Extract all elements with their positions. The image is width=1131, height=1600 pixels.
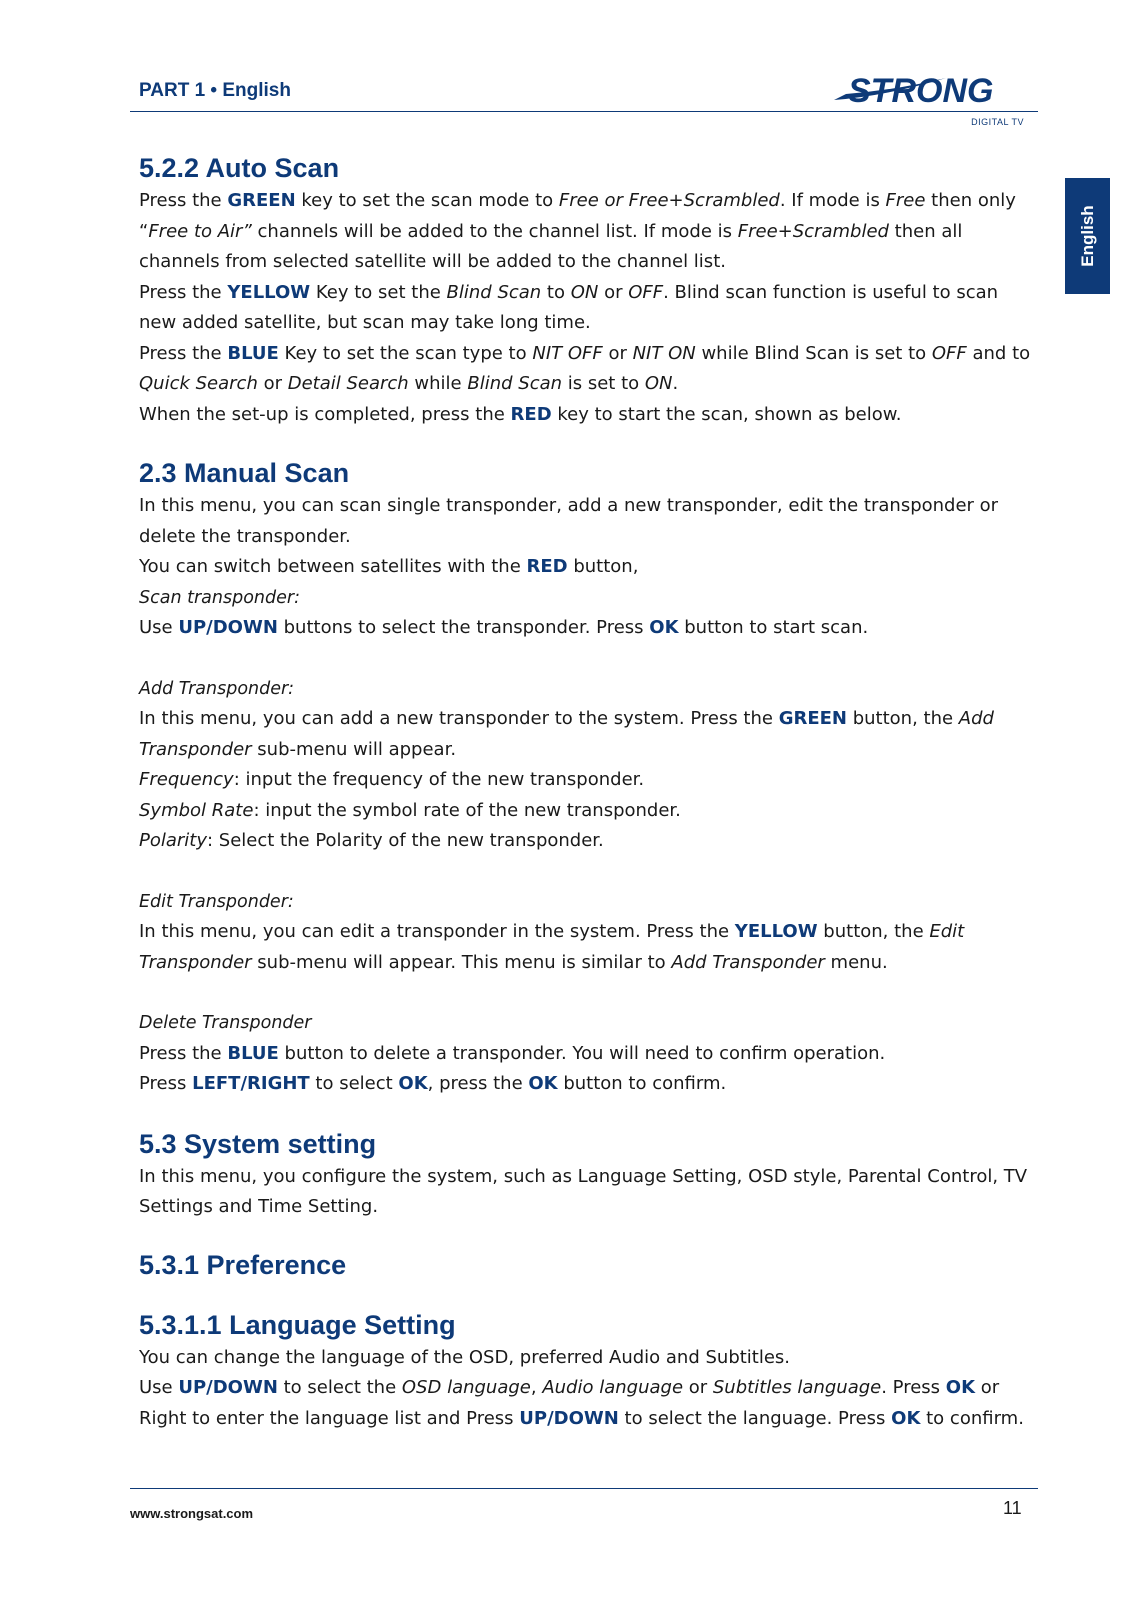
text-segment: , (530, 1377, 543, 1398)
text-segment: sub-menu will appear. (251, 738, 457, 760)
text-segment: Use (139, 1377, 179, 1398)
text-segment: Press the (139, 342, 228, 364)
frequency-line (139, 765, 1035, 796)
text-segment: You can switch between satellites with the (139, 556, 527, 577)
text-segment: button, the (817, 921, 930, 942)
page-number: 11 (1003, 1498, 1022, 1518)
text-segment: to (541, 281, 571, 303)
text-segment: button to confirm. (557, 1073, 727, 1094)
logo-text: STRONG (848, 72, 994, 110)
text-segment: In this menu, you can add a new transponder to the system. Press the (139, 708, 779, 729)
text-segment: or (683, 1377, 713, 1398)
italic-term: NIT ON (632, 342, 696, 364)
text-segment: sub-menu will appear. This menu is similar to (251, 951, 672, 973)
system-setting-p1: In this menu, you configure the system, such as Language Setting, OSD style, Parental Control, TV Settings and Time Setting. (139, 1165, 1028, 1217)
key-name: UP/DOWN (178, 617, 278, 638)
italic-term: ON (644, 373, 673, 394)
side-tab-label: English (1077, 205, 1097, 267)
key-name: YELLOW (734, 921, 818, 942)
text-segment: channels will be added to the channel list. If mode is (251, 220, 738, 242)
key-name: OK (891, 1407, 921, 1429)
italic-term: Symbol Rate (139, 799, 254, 821)
language-setting-p1: You can change the language of the OSD, preferred Audio and Subtitles. (139, 1346, 791, 1368)
text-segment: : input the frequency of the new transponder. (233, 769, 645, 790)
italic-term: Detail Search (287, 373, 409, 394)
header-divider (130, 111, 1038, 112)
text-segment: Use (139, 617, 179, 638)
manual-scan-p5 (139, 917, 1035, 978)
strong-logo (826, 68, 1038, 128)
text-segment: key to set the scan mode to (295, 190, 559, 211)
manual-scan-p1: In this menu, you can scan single transponder, add a new transponder, edit the transponder or delete the transponder. (139, 495, 999, 547)
key-name: OK (398, 1073, 428, 1094)
text-segment: button, the (846, 708, 959, 729)
italic-term: Quick Search (139, 373, 258, 394)
auto-scan-p4 (139, 400, 1035, 431)
key-name: RED (510, 403, 552, 425)
page-content (139, 150, 1035, 1434)
text-segment: . If mode is (779, 190, 886, 211)
language-setting-p2 (139, 1373, 1035, 1434)
delete-transponder-label: Delete Transponder (139, 1013, 312, 1033)
add-transponder-label: Add Transponder: (139, 678, 295, 699)
text-segment: to select the language. Press (618, 1407, 892, 1429)
text-segment: When the set-up is completed, press the (139, 403, 511, 425)
preference-heading: 5.3.1 Preference (139, 1249, 347, 1280)
italic-term: Add Transponder (671, 951, 825, 973)
auto-scan-heading: 5.2.2 Auto Scan (139, 153, 340, 183)
key-name: UP/DOWN (178, 1377, 278, 1398)
italic-term: NIT OFF (532, 342, 603, 364)
strong-logo-icon (826, 68, 1038, 114)
text-segment: button to start scan. (678, 617, 869, 638)
italic-term: ON (570, 281, 599, 303)
text-segment: Press (139, 1073, 193, 1094)
text-segment: to select the (277, 1377, 402, 1398)
italic-term: Edit Transponder (139, 921, 965, 973)
text-segment: Key to set the scan type to (278, 342, 533, 364)
text-segment: . (672, 373, 679, 394)
key-name: YELLOW (227, 281, 311, 303)
text-segment: buttons to select the transponder. Press (277, 617, 650, 638)
italic-term: Blind Scan (467, 373, 563, 394)
text-segment: Press the (139, 1042, 228, 1064)
manual-scan-p3 (139, 613, 1035, 644)
italic-term: Frequency (139, 769, 234, 790)
italic-term: Free to Air” (148, 220, 252, 242)
text-segment: : Select the Polarity of the new transponder. (207, 830, 604, 851)
text-segment: In this menu, you can edit a transponder in the system. Press the (139, 921, 735, 942)
text-segment: button, (567, 556, 639, 577)
italic-term: Free+Scrambled (737, 220, 889, 242)
text-segment: menu. (824, 951, 888, 973)
manual-scan-heading: 2.3 Manual Scan (139, 458, 350, 488)
language-side-tab (1065, 178, 1110, 294)
key-name: GREEN (778, 708, 847, 729)
key-name: OK (649, 617, 679, 638)
key-name: BLUE (227, 342, 279, 364)
logo-subtitle: DIGITAL TV (971, 117, 1024, 127)
language-setting-heading: 5.3.1.1 Language Setting (139, 1309, 456, 1340)
italic-term: Blind Scan (446, 281, 542, 303)
text-segment: and to (966, 342, 1031, 364)
text-segment: while (408, 373, 468, 394)
symbol-rate-line (139, 796, 1035, 827)
key-name: GREEN (227, 190, 296, 211)
italic-term: Polarity (139, 830, 208, 851)
italic-term: OSD language (401, 1377, 531, 1398)
text-segment: while Blind Scan is set to (695, 342, 932, 364)
text-segment: Key to set the (310, 281, 447, 303)
footer-url: www.strongsat.com (130, 1506, 254, 1521)
footer-divider (130, 1488, 1038, 1489)
key-name: RED (526, 556, 568, 577)
text-segment: Press the (139, 190, 228, 211)
text-segment: or (602, 342, 633, 364)
auto-scan-p3 (139, 339, 1035, 400)
edit-transponder-label: Edit Transponder: (139, 891, 294, 912)
text-segment: or (598, 281, 629, 303)
scan-transponder-label: Scan transponder: (139, 587, 300, 608)
text-segment: to confirm. (920, 1407, 1024, 1429)
italic-term: OFF (931, 342, 967, 364)
auto-scan-p2 (139, 278, 1035, 339)
system-setting-heading: 5.3 System setting (139, 1128, 377, 1159)
text-segment: Press the (139, 281, 228, 303)
italic-term: Audio language (542, 1377, 684, 1398)
manual-scan-p2 (139, 552, 1035, 583)
manual-scan-p6 (139, 1039, 1035, 1070)
key-name: OK (528, 1073, 558, 1094)
text-segment: then all channels from selected satellite will be added to the channel list. (139, 220, 963, 272)
text-segment: : input the symbol rate of the new transponder. (253, 799, 681, 821)
key-name: LEFT/RIGHT (192, 1073, 310, 1094)
text-segment: or Right to enter the language list and Press (139, 1377, 1000, 1429)
text-segment: . Blind scan function is useful to scan new added satellite, but scan may take long time. (139, 281, 999, 333)
italic-term: Add Transponder (139, 708, 994, 760)
italic-term: OFF (628, 281, 664, 303)
text-segment: key to start the scan, shown as below. (551, 403, 902, 425)
italic-term: Free (885, 190, 926, 211)
key-name: UP/DOWN (519, 1407, 619, 1429)
manual-scan-p4 (139, 704, 1035, 765)
polarity-line (139, 826, 1035, 857)
text-segment: , press the (427, 1073, 529, 1094)
text-segment: to select (309, 1073, 399, 1094)
key-name: OK (945, 1377, 976, 1398)
manual-scan-p7 (139, 1069, 1035, 1100)
key-name: BLUE (227, 1042, 279, 1064)
part-label: PART 1 • English (139, 80, 291, 101)
text-segment: . Press (881, 1377, 946, 1398)
text-segment: button to delete a transponder. You will need to confirm operation. (278, 1042, 886, 1064)
text-segment: or (257, 373, 288, 394)
italic-term: Free or Free+Scrambled (558, 190, 780, 211)
text-segment: then only “ (139, 190, 1016, 242)
auto-scan-p1 (139, 186, 1035, 278)
italic-term: Subtitles language (712, 1377, 882, 1398)
text-segment: is set to (562, 373, 645, 394)
